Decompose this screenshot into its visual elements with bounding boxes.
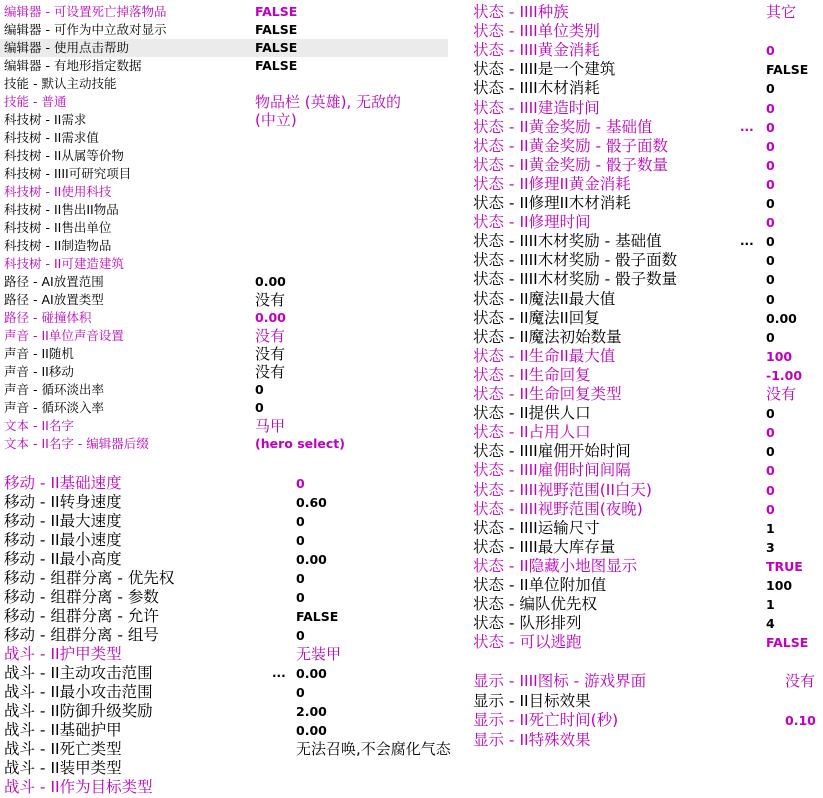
property-label: 状态 - IIII木材奖励 - 骰子面数 (473, 251, 678, 270)
property-row[interactable] (469, 3, 823, 22)
property-row[interactable] (469, 137, 823, 156)
property-row[interactable] (0, 165, 448, 183)
property-row[interactable] (469, 519, 823, 538)
property-value: 物品栏 (英雄), 无敌的 (中立) (255, 93, 402, 129)
property-row[interactable] (0, 664, 448, 683)
property-row[interactable] (469, 118, 823, 137)
property-value: 0 (766, 406, 775, 422)
property-row[interactable] (0, 474, 448, 493)
property-label: 移动 - 组群分离 - 组号 (4, 626, 159, 644)
property-value: 0.00 (255, 310, 286, 325)
property-row[interactable] (469, 672, 823, 692)
property-value: 0 (766, 196, 775, 211)
property-value: FALSE (296, 609, 339, 624)
property-row[interactable] (469, 461, 823, 480)
property-label: 显示 - IIII图标 - 游戏界面 (473, 672, 647, 690)
property-label: 状态 - II提供人口 (473, 404, 591, 423)
property-row[interactable] (0, 381, 448, 399)
property-label: 战斗 - II作为目标类型 (4, 778, 153, 796)
property-value: 无法召唤,不会腐化气态 (296, 740, 451, 758)
property-label: 声音 - II随机 (4, 346, 74, 361)
property-label: 科技树 - II需求 (4, 112, 87, 127)
property-row[interactable] (469, 270, 823, 289)
property-row[interactable] (469, 175, 823, 194)
property-value: 0 (296, 514, 305, 529)
property-value: 1 (766, 597, 775, 613)
property-label: 战斗 - II护甲类型 (4, 645, 122, 663)
property-value: 0 (255, 382, 264, 397)
property-label: 声音 - II移动 (4, 364, 74, 379)
property-row[interactable] (469, 213, 823, 232)
property-value: 0 (766, 43, 775, 59)
property-row[interactable] (0, 39, 448, 57)
property-row[interactable] (0, 345, 448, 363)
property-label: 移动 - 组群分离 - 优先权 (4, 569, 175, 587)
property-label: 状态 - IIII单位类别 (473, 22, 600, 41)
property-label: 战斗 - II基础护甲 (4, 721, 122, 739)
property-value: 0 (766, 119, 775, 135)
property-value: 4 (766, 616, 775, 632)
property-value: 0 (766, 501, 775, 517)
property-row[interactable] (0, 740, 451, 759)
property-label: 编辑器 - 有地形指定数据 (4, 58, 142, 73)
property-value: 0.60 (296, 495, 327, 510)
property-label: 移动 - II最小速度 (4, 531, 122, 549)
property-value: 0.00 (766, 310, 797, 326)
property-label: 状态 - II生命II最大值 (473, 346, 616, 365)
property-label: 移动 - 组群分离 - 参数 (4, 588, 159, 606)
property-row[interactable] (0, 531, 448, 550)
property-row[interactable] (469, 309, 823, 328)
property-label: 状态 - IIII建造时间 (473, 98, 600, 117)
property-row[interactable] (469, 576, 823, 595)
property-value: (hero select) (255, 436, 345, 451)
property-value: 没有 (255, 363, 286, 381)
property-label: 战斗 - II装甲类型 (4, 759, 122, 777)
property-row[interactable] (469, 99, 823, 118)
property-value: 0 (296, 590, 305, 605)
property-row[interactable] (469, 22, 823, 41)
property-row[interactable] (0, 291, 448, 309)
property-label: 移动 - II基础速度 (4, 474, 122, 492)
property-row[interactable] (0, 201, 448, 219)
property-value: 没有 (255, 291, 286, 309)
property-label: 移动 - II最小高度 (4, 550, 122, 568)
property-label: 声音 - II单位声音设置 (4, 328, 124, 343)
property-row[interactable] (469, 595, 823, 614)
property-label: 状态 - II单位附加值 (473, 576, 607, 594)
property-row[interactable] (0, 111, 448, 129)
property-label: 声音 - 循环淡出率 (4, 382, 104, 397)
property-label: 科技树 - II售出II物品 (4, 202, 119, 217)
property-label: 科技树 - II从属等价物 (4, 148, 124, 163)
property-row[interactable] (0, 57, 448, 75)
property-value: 0.00 (296, 666, 327, 681)
property-row[interactable] (469, 442, 823, 461)
property-value: 0 (255, 400, 264, 415)
property-row[interactable] (469, 79, 823, 98)
property-row[interactable] (0, 147, 448, 165)
property-label: 状态 - IIII种族 (473, 3, 569, 21)
property-label: 科技树 - II售出单位 (4, 220, 112, 235)
property-row[interactable] (469, 557, 823, 576)
property-label: 状态 - II生命回复 (473, 365, 591, 384)
property-value: 0 (766, 272, 775, 288)
property-row[interactable] (469, 366, 823, 385)
property-label: 路径 - 碰撞体积 (4, 310, 92, 325)
property-row[interactable] (0, 607, 448, 626)
property-row[interactable] (0, 721, 448, 740)
property-label: 显示 - II死亡时间(秒) (473, 711, 619, 729)
property-value: 0 (296, 476, 305, 491)
property-row[interactable] (469, 41, 823, 60)
property-label: 科技树 - II需求值 (4, 130, 99, 145)
property-value: 0 (766, 234, 775, 250)
property-label: 状态 - II魔法初始数量 (473, 327, 622, 346)
property-row[interactable] (469, 328, 823, 347)
property-row[interactable] (0, 21, 448, 39)
property-label: 状态 - II黄金奖励 - 基础值 (473, 117, 653, 136)
property-label: 技能 - 默认主动技能 (4, 76, 117, 91)
property-row[interactable] (0, 75, 448, 93)
property-value: 0 (766, 444, 775, 460)
property-row[interactable] (469, 500, 823, 519)
property-label: 状态 - II魔法II回复 (473, 308, 600, 327)
property-row[interactable] (0, 493, 448, 512)
property-value: TRUE (766, 558, 803, 574)
property-label: 状态 - II修理时间 (473, 213, 591, 232)
property-label: 状态 - IIII木材奖励 - 基础值 (473, 232, 662, 251)
property-label: 路径 - AI放置范围 (4, 274, 104, 289)
property-label: 文本 - II名字 (4, 418, 74, 433)
property-label: 状态 - IIII雇佣时间间隔 (473, 461, 631, 480)
property-label: 状态 - IIII黄金消耗 (473, 41, 600, 60)
property-row[interactable] (0, 512, 448, 531)
property-value: 0 (766, 425, 775, 441)
property-label: 移动 - II最大速度 (4, 512, 122, 530)
property-label: 文本 - II名字 - 编辑器后缀 (4, 436, 149, 451)
property-value: 0.00 (255, 274, 286, 289)
property-row[interactable] (0, 435, 448, 453)
property-row[interactable] (469, 194, 823, 213)
property-row[interactable] (0, 626, 448, 645)
property-label: 科技树 - II制造物品 (4, 238, 112, 253)
property-label: 状态 - 可以逃跑 (473, 633, 582, 652)
property-label: 状态 - IIII视野范围(II白天) (473, 480, 652, 499)
property-row[interactable] (469, 60, 823, 79)
property-value: -1.00 (766, 367, 803, 383)
property-value: 没有 (255, 327, 286, 345)
property-row[interactable] (469, 538, 823, 557)
property-label: 状态 - II修理II黄金消耗 (473, 174, 631, 193)
property-row[interactable] (469, 481, 823, 500)
property-label: 编辑器 - 使用点击帮助 (4, 40, 129, 55)
property-row[interactable] (0, 588, 448, 607)
property-value: 0 (766, 176, 775, 192)
property-row[interactable] (469, 614, 823, 633)
property-row[interactable] (0, 129, 448, 147)
property-label: 声音 - 循环淡入率 (4, 400, 104, 415)
property-row[interactable] (0, 309, 448, 327)
property-row[interactable] (469, 633, 823, 652)
property-row[interactable] (469, 692, 823, 712)
property-row[interactable] (0, 399, 448, 417)
property-value: 0 (296, 628, 305, 643)
property-value: 0.00 (296, 552, 327, 567)
property-label: 状态 - II隐藏小地图显示 (473, 556, 638, 575)
property-label: 编辑器 - 可作为中立敌对显示 (4, 22, 167, 37)
property-value: 100 (766, 348, 793, 364)
property-label: 战斗 - II防御升级奖励 (4, 702, 153, 720)
property-row[interactable] (0, 363, 448, 381)
property-row[interactable] (0, 417, 448, 435)
property-label: 状态 - II黄金奖励 - 骰子数量 (473, 155, 669, 174)
property-label: 状态 - IIII木材奖励 - 骰子数量 (473, 270, 678, 289)
property-label: 状态 - 编队优先权 (473, 595, 597, 614)
property-value: 0 (766, 482, 775, 498)
property-row[interactable] (469, 404, 823, 423)
property-label: 状态 - IIII视野范围(夜晚) (473, 499, 643, 518)
property-value: 100 (766, 578, 793, 593)
property-row[interactable] (0, 183, 448, 201)
property-value: 0 (766, 291, 775, 307)
property-value: 0 (296, 571, 305, 586)
property-row[interactable] (469, 290, 823, 309)
property-label: 移动 - 组群分离 - 允许 (4, 607, 159, 625)
property-label: 战斗 - II死亡类型 (4, 740, 122, 758)
property-row[interactable] (0, 645, 448, 664)
property-row[interactable] (469, 731, 823, 751)
property-label: 科技树 - II使用科技 (4, 184, 112, 199)
property-value: 2.00 (296, 704, 327, 719)
property-value: FALSE (255, 58, 298, 73)
property-row[interactable] (0, 569, 448, 588)
property-label: 状态 - II生命回复类型 (473, 385, 622, 403)
property-label: 状态 - II魔法II最大值 (473, 289, 616, 308)
property-label: 路径 - AI放置类型 (4, 292, 104, 307)
property-label: 编辑器 - 可设置死亡掉落物品 (4, 4, 167, 19)
property-value: 其它 (766, 3, 797, 21)
ellipsis-marker: ... (740, 119, 754, 134)
property-value: 0 (766, 138, 775, 154)
property-value: 0 (766, 329, 775, 345)
property-value: 0 (766, 215, 775, 231)
property-value: 没有 (785, 672, 816, 690)
property-row[interactable] (0, 702, 448, 721)
property-label: 战斗 - II主动攻击范围 (4, 664, 153, 682)
property-value: FALSE (255, 40, 298, 55)
property-row[interactable] (0, 3, 448, 21)
property-label: 科技树 - II可建造建筑 (4, 256, 124, 271)
property-label: 状态 - II黄金奖励 - 骰子面数 (473, 136, 669, 155)
property-row[interactable] (469, 232, 823, 251)
property-label: 状态 - 队形排列 (473, 614, 582, 633)
property-row[interactable] (0, 759, 448, 778)
property-row[interactable] (0, 778, 448, 797)
property-value: 0.10 (785, 713, 816, 728)
property-value: 0 (766, 157, 775, 173)
property-value: 0 (296, 533, 305, 548)
property-row[interactable] (469, 711, 823, 731)
property-value: FALSE (766, 62, 809, 78)
ellipsis-marker: ... (272, 666, 286, 680)
property-label: 显示 - II特殊效果 (473, 730, 591, 749)
ellipsis-marker: ... (740, 234, 754, 249)
property-row[interactable] (0, 550, 448, 569)
property-value: 无装甲 (296, 645, 342, 663)
property-value: 没有 (255, 345, 286, 363)
property-label: 状态 - IIII最大库存量 (473, 537, 616, 556)
property-value: 0 (766, 253, 775, 269)
property-label: 技能 - 普通 (4, 94, 67, 109)
property-value: FALSE (255, 4, 298, 19)
property-label: 显示 - II目标效果 (473, 691, 591, 710)
property-row[interactable] (0, 219, 448, 237)
property-value: FALSE (255, 22, 298, 37)
property-value: 马甲 (255, 417, 286, 435)
property-value: 0 (766, 100, 775, 116)
property-label: 状态 - IIII是一个建筑 (473, 60, 616, 79)
property-value: 0 (766, 463, 775, 479)
property-row[interactable] (0, 683, 448, 702)
property-row[interactable] (0, 255, 448, 273)
property-value: 0 (766, 81, 775, 97)
property-label: 状态 - IIII木材消耗 (473, 79, 600, 98)
property-label: 状态 - II修理II木材消耗 (473, 194, 631, 212)
property-row[interactable] (469, 156, 823, 175)
property-label: 战斗 - II最小攻击范围 (4, 683, 153, 701)
property-value: FALSE (766, 635, 809, 651)
property-value: 0 (296, 685, 305, 700)
property-value: 3 (766, 539, 775, 555)
property-label: 状态 - IIII运输尺寸 (473, 518, 600, 537)
property-row[interactable] (469, 347, 823, 366)
property-row[interactable] (469, 423, 823, 442)
property-value: 1 (766, 520, 775, 536)
property-row[interactable] (469, 251, 823, 270)
property-row[interactable] (469, 385, 823, 404)
property-label: 移动 - II转身速度 (4, 493, 122, 511)
property-value: 没有 (766, 385, 797, 403)
property-row[interactable] (0, 327, 448, 345)
property-label: 状态 - II占用人口 (473, 423, 591, 442)
property-row[interactable] (0, 237, 448, 255)
property-row[interactable] (0, 273, 448, 291)
property-label: 科技树 - IIII可研究项目 (4, 166, 132, 181)
property-label: 状态 - IIII雇佣开始时间 (473, 442, 631, 461)
property-value: 0.00 (296, 723, 327, 738)
